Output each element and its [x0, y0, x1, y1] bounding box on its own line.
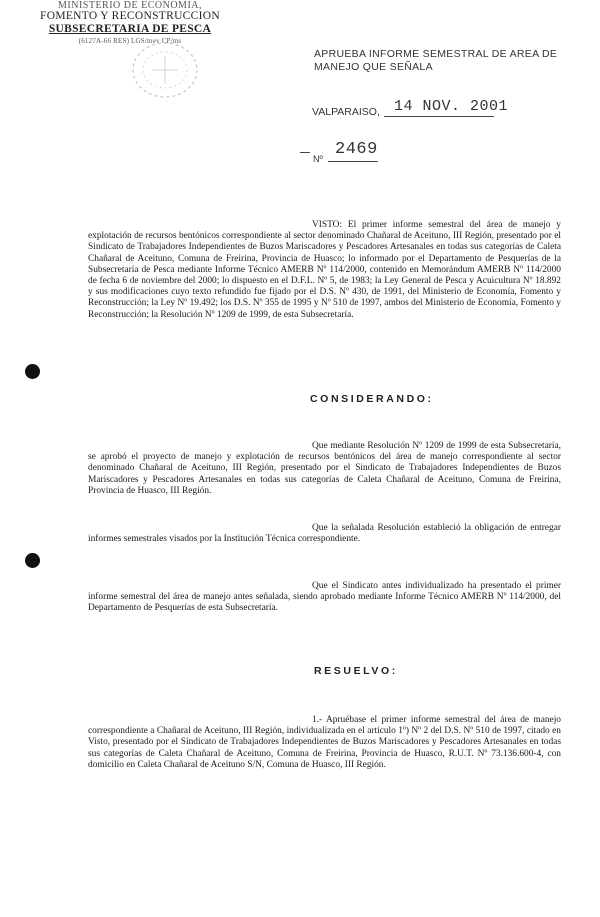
number-dash: [300, 152, 310, 153]
letterhead-reference: (6127A-66 RES) LGS/mev CP/ms: [78, 37, 182, 45]
letterhead-ministry: MINISTERIO DE ECONOMIA,: [58, 0, 202, 11]
letterhead-ministry-cont: FOMENTO Y RECONSTRUCCION: [40, 10, 220, 22]
punch-hole: [25, 553, 40, 568]
place-label: VALPARAISO,: [312, 106, 380, 118]
resolution-heading: APRUEBA INFORME SEMESTRAL DE AREA DE MANEJO QUE SEÑALA: [314, 48, 558, 73]
date-underline: [384, 116, 494, 117]
resolution-number: 2469: [335, 140, 378, 159]
considerando-paragraph-1: Que mediante Resolución Nº 1209 de 1999 de esta Subsecretaría, se aprobó el proyecto de manejo y explotación de recursos bentónicos del área de manejo correspondiente al sector denominado Chañaral de Aceituno, III Región, presentado por el Sindicato de Trabajadores Independientes de Buzos Mariscadores y Pescadores Artesanales en todas sus categorías de Caleta Chañaral de Aceituno, Comuna de Freirina, Provincia de Huasco, III Región.: [88, 441, 561, 496]
considerando-paragraph-2: Que la señalada Resolución estableció la obligación de entregar informes semestrales visados por la Institución Técnica correspondiente.: [88, 523, 561, 545]
resuelvo-paragraph-1: 1.- Apruébase el primer informe semestral del área de manejo correspondiente a Chañaral de Aceituno, III Región, individualizada en el artículo 1º) Nº 2 del D.S. Nº 510 de 1997, citado en Visto, presentado por el Sindicato de Trabajadores Independientes de Buzos Mariscadores y Pescadores Artesanales en todas sus categorías de Caleta Chañaral de Aceituno, Comuna de Freirina, Provincia de Huasco, R.U.T. Nº 73.136.600-4, con domicilio en Caleta Chañaral de Aceituno S/N, Comuna de Huasco, III Región.: [88, 715, 561, 770]
considerando-title: CONSIDERANDO:: [310, 393, 434, 405]
letterhead-subsecretaria: SUBSECRETARIA DE PESCA: [48, 23, 212, 35]
date-stamp: 14 NOV. 2001: [394, 98, 509, 115]
visto-paragraph: VISTO: El primer informe semestral del área de manejo y explotación de recursos bentónicos correspondiente al sector denominado Chañaral de Aceituno, III Región, presentado por el Sindicato de Trabajadores Independientes de Buzos Mariscadores y Pescadores Artesanales en todas sus categorías de Caleta Chañaral de Aceituno, Comuna de Freirina, Provincia de Huasco; lo informado por el Departamento de Pesquerías de la Subsecretaría de Pesca mediante Informe Técnico AMERB Nº 114/2000, contenido en Memorándum AMERB Nº 114/2000 de fecha 6 de noviembre del 2000; lo dispuesto en el D.F.L. Nº 5, de 1983; la Ley General de Pesca y Acuicultura Nº 18.892 y sus modificaciones cuyo texto refundido fue fijado por el D.S. Nº 430, de 1991, del Ministerio de Economía, Fomento y Reconstrucción; la Ley Nº 19.492; los D.S. Nº 355 de 1995 y Nº 510 de 1997, ambos del Ministerio de Economía, Fomento y Reconstrucción; la Resolución Nº 1209 de 1999, de esta Subsecretaría.: [88, 220, 561, 320]
punch-hole: [25, 364, 40, 379]
resuelvo-title: RESUELVO:: [314, 665, 398, 677]
number-underline: [328, 161, 378, 162]
considerando-paragraph-3: Que el Sindicato antes individualizado ha presentado el primer informe semestral del área de manejo antes señalada, siendo aprobado mediante Informe Técnico AMERB Nº 114/2000, del Departamento de Pesquerías de esta Subsecretaría.: [88, 581, 561, 614]
resolution-number-label: Nº: [313, 154, 323, 164]
official-seal-icon: [130, 40, 200, 100]
